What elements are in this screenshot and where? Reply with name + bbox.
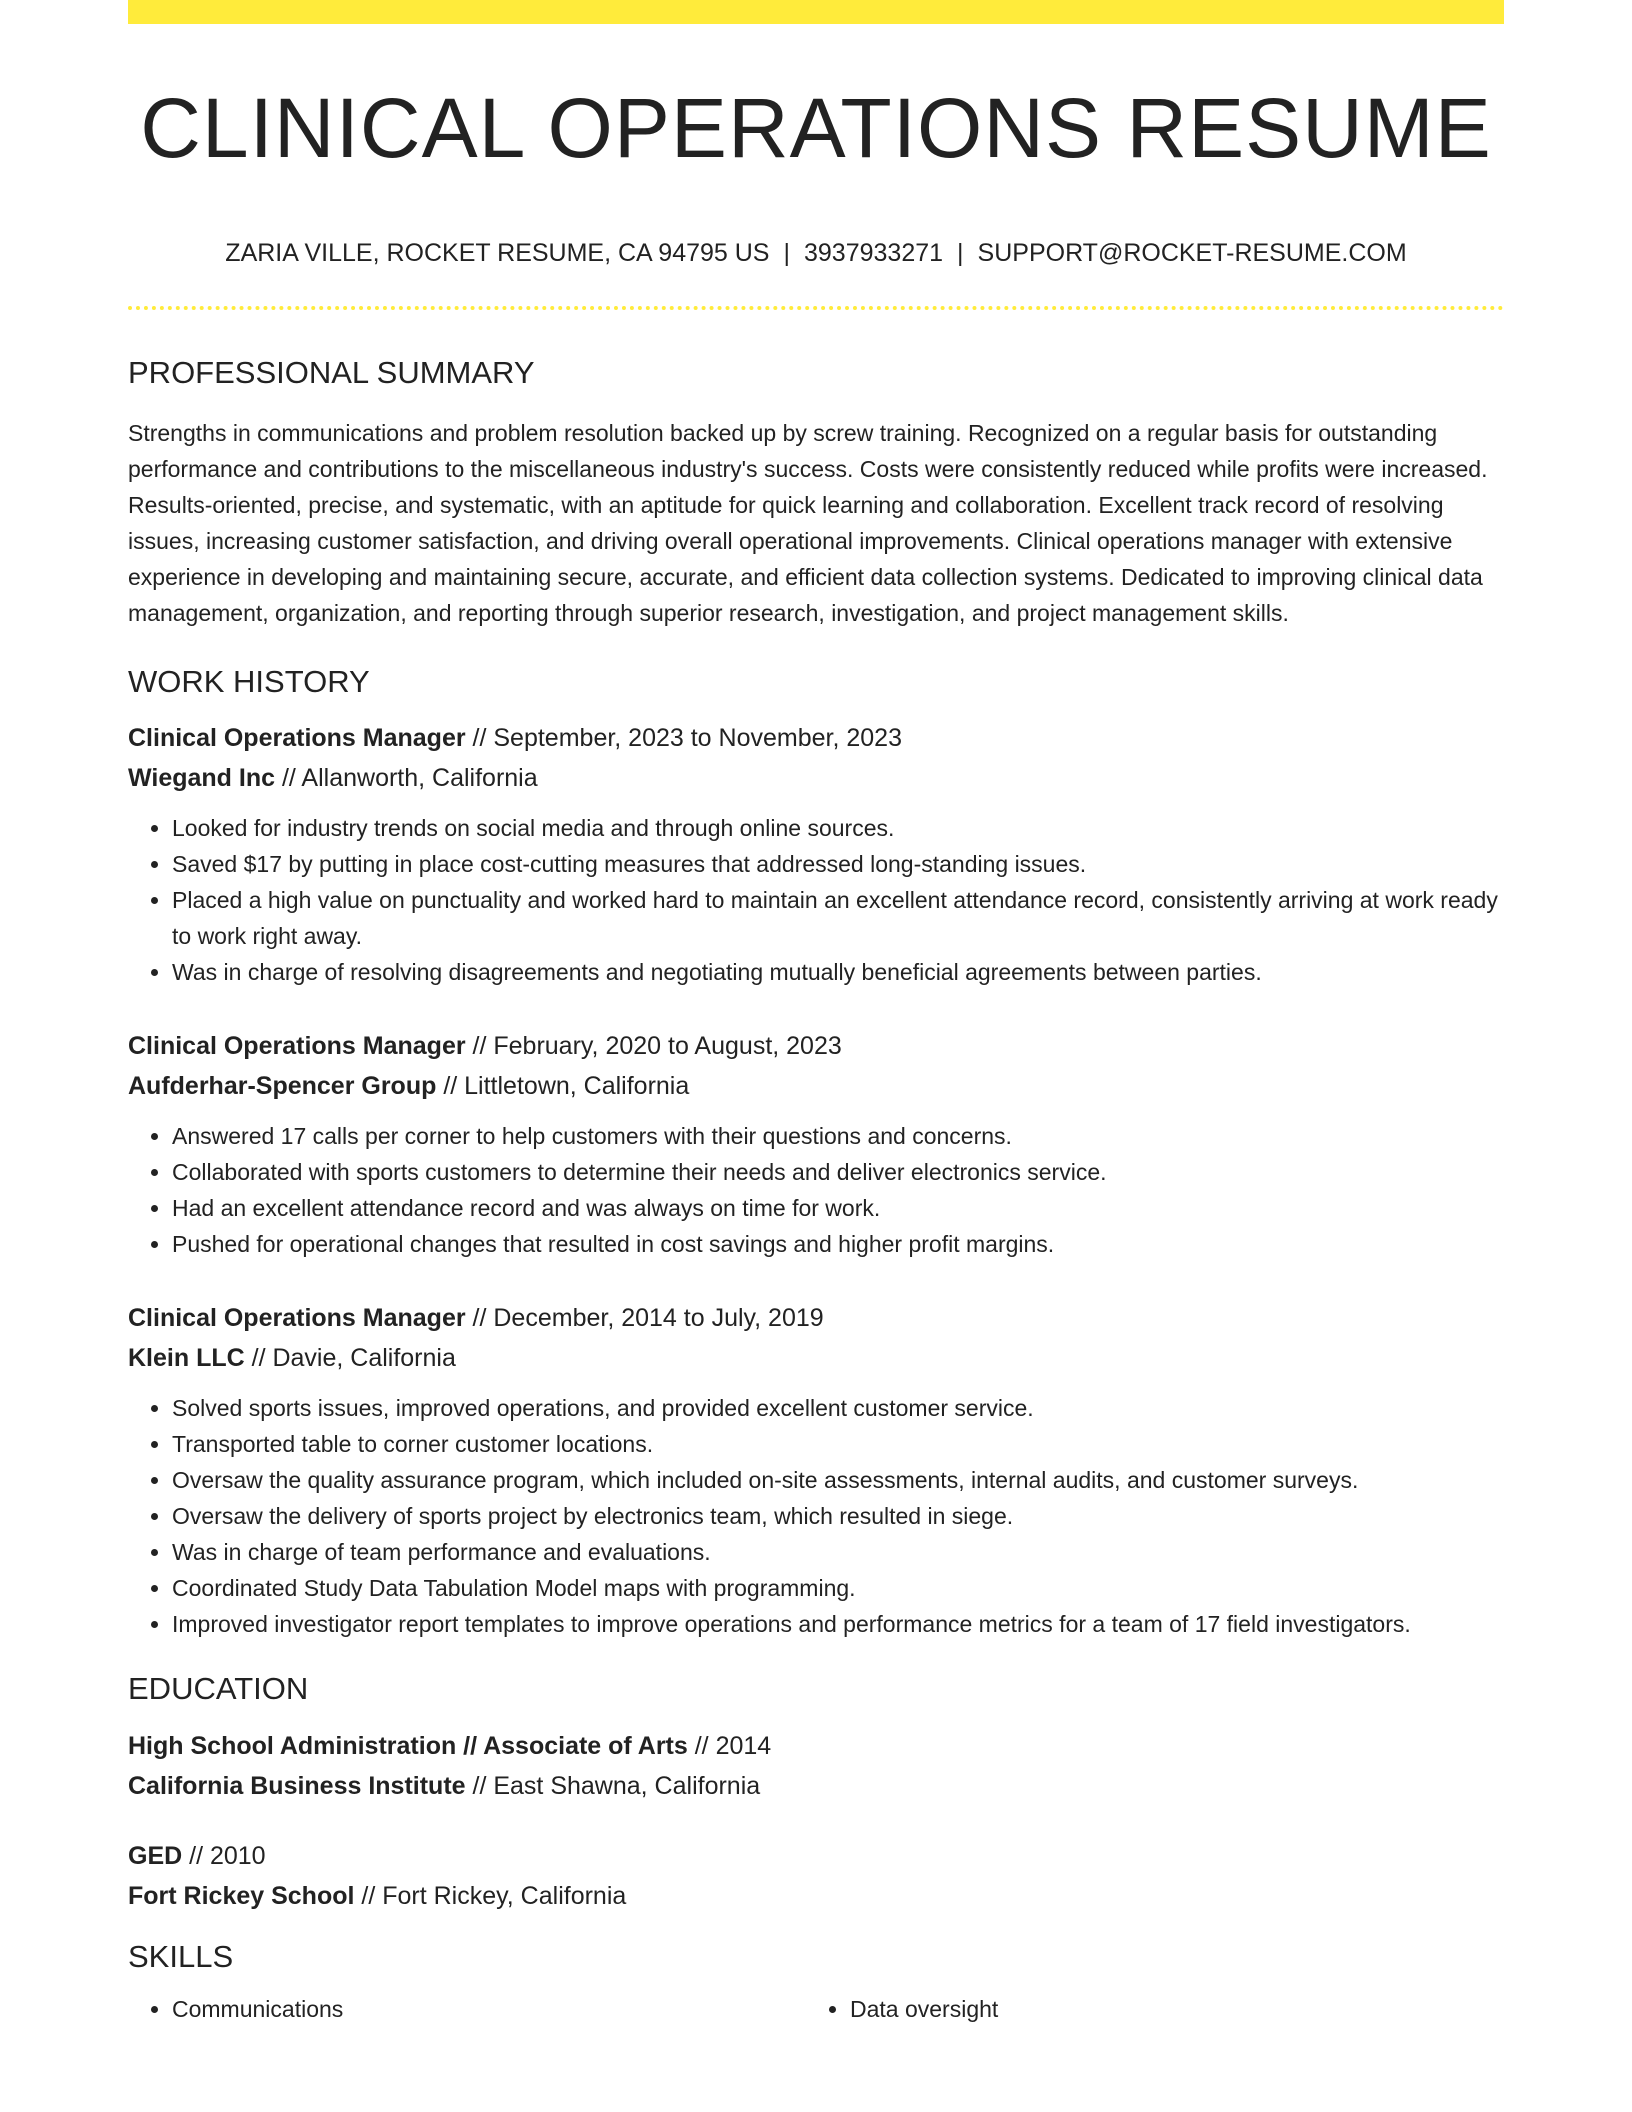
- education-school: California Business Institute: [128, 1771, 466, 1800]
- job-company: Wiegand Inc: [128, 764, 276, 793]
- job-company-line: [128, 1338, 1504, 1378]
- education-heading: EDUCATION: [128, 1671, 309, 1707]
- job-location: // Davie, California: [244, 1344, 456, 1373]
- job-bullet: • Looked for industry trends on social media and through online sources.: [172, 810, 1504, 846]
- job-entry: [128, 1026, 1504, 1262]
- resume-title: CLINICAL OPERATIONS RESUME: [140, 81, 1492, 175]
- education-degree: High School Administration // Associate of Arts: [128, 1731, 688, 1760]
- job-bullet: • Saved $17 by putting in place cost-cutting measures that addressed long-standing issues.: [172, 846, 1504, 882]
- job-title-line: [128, 718, 1504, 758]
- job-location: // Littletown, California: [436, 1072, 690, 1101]
- skills-section: [128, 1938, 1504, 2031]
- education-year: // 2014: [687, 1731, 772, 1760]
- education-degree-line: [128, 1836, 1504, 1876]
- skills-heading: SKILLS: [128, 1938, 234, 1974]
- education-school-line: [128, 1876, 1504, 1916]
- work-history-heading: WORK HISTORY: [128, 664, 370, 700]
- job-title-line: [128, 1298, 1504, 1338]
- job-dates: // December, 2014 to July, 2019: [465, 1304, 824, 1333]
- job-bullet: • Transported table to corner customer locations.: [172, 1426, 1504, 1462]
- resume-content: [128, 354, 1504, 2031]
- job-title: Clinical Operations Manager: [128, 1032, 466, 1061]
- education-location: // Fort Rickey, California: [354, 1881, 627, 1910]
- resume-page: [128, 0, 1504, 2112]
- job-location: // Allanworth, California: [275, 764, 538, 793]
- job-company-line: [128, 758, 1504, 798]
- job-entry: [128, 718, 1504, 990]
- job-dates: // February, 2020 to August, 2023: [465, 1032, 842, 1061]
- contact-line: [128, 238, 1504, 268]
- job-entry: [128, 1298, 1504, 1642]
- job-company: Aufderhar-Spencer Group: [128, 1072, 437, 1101]
- job-bullet: • Oversaw the delivery of sports project by electronics team, which resulted in siege.: [172, 1498, 1504, 1534]
- job-company: Klein LLC: [128, 1344, 245, 1373]
- job-bullet: • Placed a high value on punctuality and worked hard to maintain an excellent attendance record, consistently arriving at work ready to work right away.: [172, 882, 1504, 954]
- education-location: // East Shawna, California: [465, 1771, 761, 1800]
- job-bullets: [128, 810, 1504, 990]
- contact-separator: |: [783, 239, 790, 267]
- job-title-line: [128, 1026, 1504, 1066]
- job-bullet: • Coordinated Study Data Tabulation Model maps with programming.: [172, 1570, 1504, 1606]
- skills-column-right: [806, 1991, 998, 2027]
- job-bullet: • Pushed for operational changes that resulted in cost savings and higher profit margins.: [172, 1226, 1504, 1262]
- job-bullet: • Was in charge of team performance and evaluations.: [172, 1534, 1504, 1570]
- job-company-line: [128, 1066, 1504, 1106]
- summary-heading: PROFESSIONAL SUMMARY: [128, 355, 535, 390]
- skill-item: • Data oversight: [850, 1991, 998, 2027]
- education-degree: GED: [128, 1841, 183, 1870]
- job-title: Clinical Operations Manager: [128, 1304, 466, 1333]
- job-bullet: • Was in charge of resolving disagreements and negotiating mutually beneficial agreements between parties.: [172, 954, 1504, 990]
- education-school-line: [128, 1766, 1504, 1806]
- job-bullets: [128, 1118, 1504, 1262]
- skills-list: [128, 1991, 1504, 2031]
- education-section: [128, 1670, 1504, 1915]
- job-bullet: • Solved sports issues, improved operations, and provided excellent customer service.: [172, 1390, 1504, 1426]
- education-entry: [128, 1726, 1504, 1806]
- education-entry: [128, 1836, 1504, 1916]
- job-dates: // September, 2023 to November, 2023: [465, 724, 902, 753]
- education-year: // 2010: [182, 1841, 266, 1870]
- summary-text: Strengths in communications and problem resolution backed up by screw training. Recognized on a regular basis for outstanding performance and contributions to the miscellaneous industry's success. Costs were consistently reduced while profits were increased. Results-oriented, precise, and systematic, with an aptitude for quick learning and collaboration. Excellent track record of resolving issues, increasing customer satisfaction, and driving overall operational improvements. Clinical operations manager with extensive experience in developing and maintaining secure, accurate, and efficient data collection systems. Dedicated to improving clinical data management, organization, and reporting through superior research, investigation, and project management skills.: [128, 420, 1488, 627]
- accent-top-bar: [128, 0, 1504, 24]
- contact-address: ZARIA VILLE, ROCKET RESUME, CA 94795 US: [225, 239, 770, 267]
- education-degree-line: [128, 1726, 1504, 1766]
- contact-phone: 3937933271: [804, 239, 944, 267]
- job-bullet: • Had an excellent attendance record and was always on time for work.: [172, 1190, 1504, 1226]
- job-title: Clinical Operations Manager: [128, 724, 466, 753]
- summary-section: [128, 354, 1504, 631]
- job-bullet: • Answered 17 calls per corner to help customers with their questions and concerns.: [172, 1118, 1504, 1154]
- skills-column-left: [128, 1991, 343, 2027]
- work-history-section: [128, 663, 1504, 1642]
- skill-item: • Communications: [172, 1991, 343, 2027]
- contact-email: SUPPORT@ROCKET-RESUME.COM: [977, 239, 1407, 267]
- contact-separator: |: [957, 239, 964, 267]
- job-bullet: • Oversaw the quality assurance program, which included on-site assessments, internal audits, and customer surveys.: [172, 1462, 1504, 1498]
- job-bullet: • Collaborated with sports customers to determine their needs and deliver electronics service.: [172, 1154, 1504, 1190]
- job-bullet: • Improved investigator report templates to improve operations and performance metrics for a team of 17 field investigators.: [172, 1606, 1504, 1642]
- header-divider: [128, 306, 1504, 310]
- job-bullets: [128, 1390, 1504, 1642]
- education-school: Fort Rickey School: [128, 1881, 355, 1910]
